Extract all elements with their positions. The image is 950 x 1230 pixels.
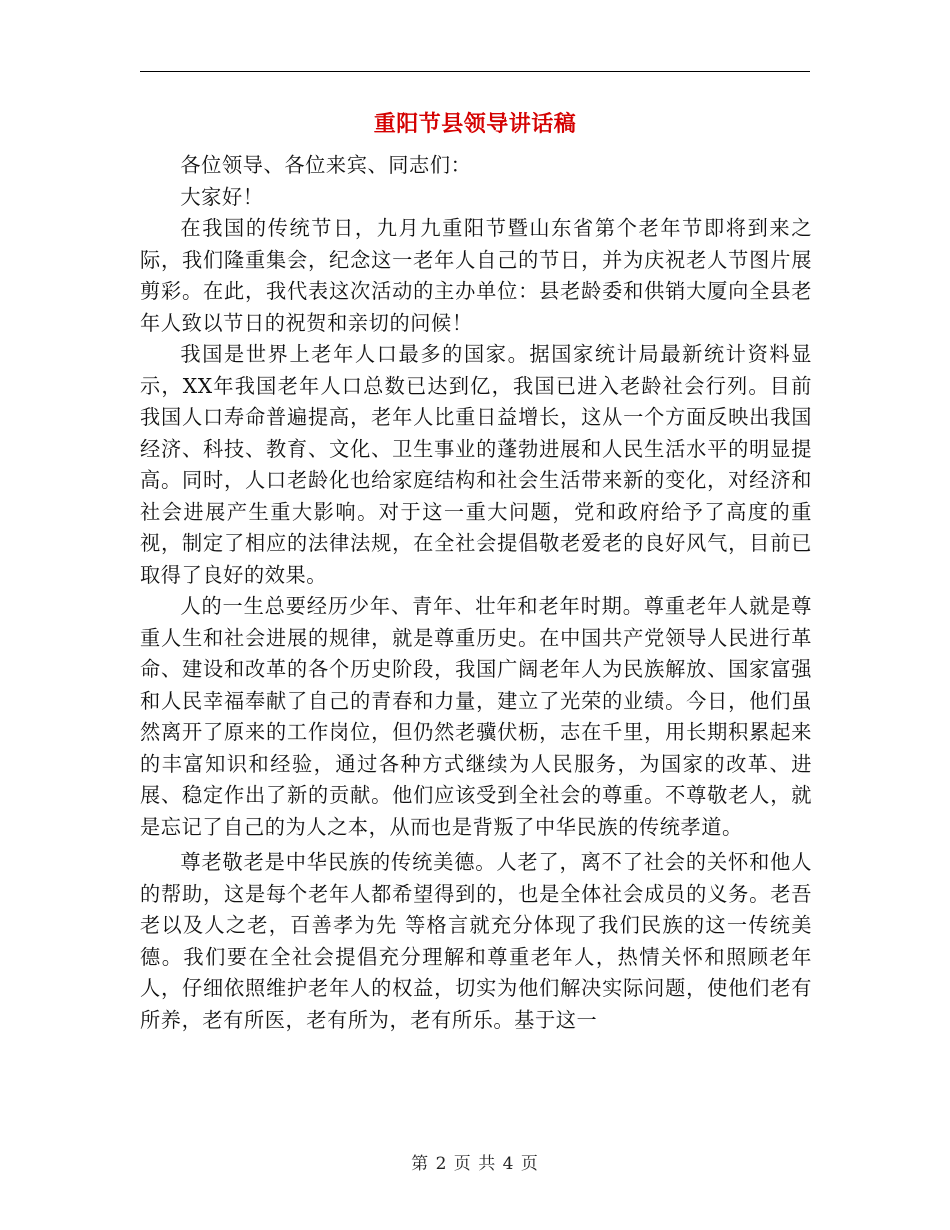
document-body [140, 150, 812, 1036]
body-paragraph: 我国是世界上老年人口最多的国家。据国家统计局最新统计资料显示，XX年我国老年人口总数已达到亿，我国已进入老龄社会行列。目前我国人口寿命普遍提高，老年人比重日益增长，这从一个方面反映出我国经济、科技、教育、文化、卫生事业的蓬勃进展和人民生活水平的明显提高。同时，人口老龄化也给家庭结构和社会生活带来新的变化，对经济和社会进展产生重大影响。对于这一重大问题，党和政府给予了高度的重视，制定了相应的法律法规，在全社会提倡敬老爱老的良好风气，目前已取得了良好的效果。 [140, 342, 812, 587]
salutation-paragraph: 各位领导、各位来宾、同志们： [180, 153, 472, 177]
header-rule [140, 71, 810, 72]
page-number-footer: 第 2 页 共 4 页 [411, 1154, 539, 1174]
body-paragraph: 在我国的传统节日，九月九重阳节暨山东省第个老年节即将到来之际，我们隆重集会，纪念这一老年人自己的节日，并为庆祝老人节图片展剪彩。在此，我代表这次活动的主办单位：县老龄委和供销大厦向全县老年人致以节日的祝贺和亲切的问候！ [140, 216, 812, 335]
body-paragraph: 人的一生总要经历少年、青年、壮年和老年时期。尊重老年人就是尊重人生和社会进展的规律，就是尊重历史。在中国共产党领导人民进行革命、建设和改革的各个历史阶段，我国广阔老年人为民族解放、国家富强和人民幸福奉献了自己的青春和力量，建立了光荣的业绩。今日，他们虽然离开了原来的工作岗位，但仍然老骥伏枥，志在千里，用长期积累起来的丰富知识和经验，通过各种方式继续为人民服务，为国家的改革、进展、稳定作出了新的贡献。他们应该受到全社会的尊重。不尊敬老人，就是忘记了自己的为人之本，从而也是背叛了中华民族的传统孝道。 [140, 594, 812, 839]
greeting-paragraph: 大家好！ [180, 184, 264, 209]
document-title: 重阳节县领导讲话稿 [373, 112, 577, 137]
body-paragraph: 尊老敬老是中华民族的传统美德。人老了，离不了社会的关怀和他人的帮助，这是每个老年人都希望得到的，也是全体社会成员的义务。老吾老以及人之老，百善孝为先 等格言就充分体现了我们民族的这一传统美德。我们要在全社会提倡充分理解和尊重老年人，热情关怀和照顾老年人，仔细依照维护老年人的权益，切实为他们解决实际问题，使他们老有所养，老有所医，老有所为，老有所乐。基于这一 [140, 850, 812, 1032]
